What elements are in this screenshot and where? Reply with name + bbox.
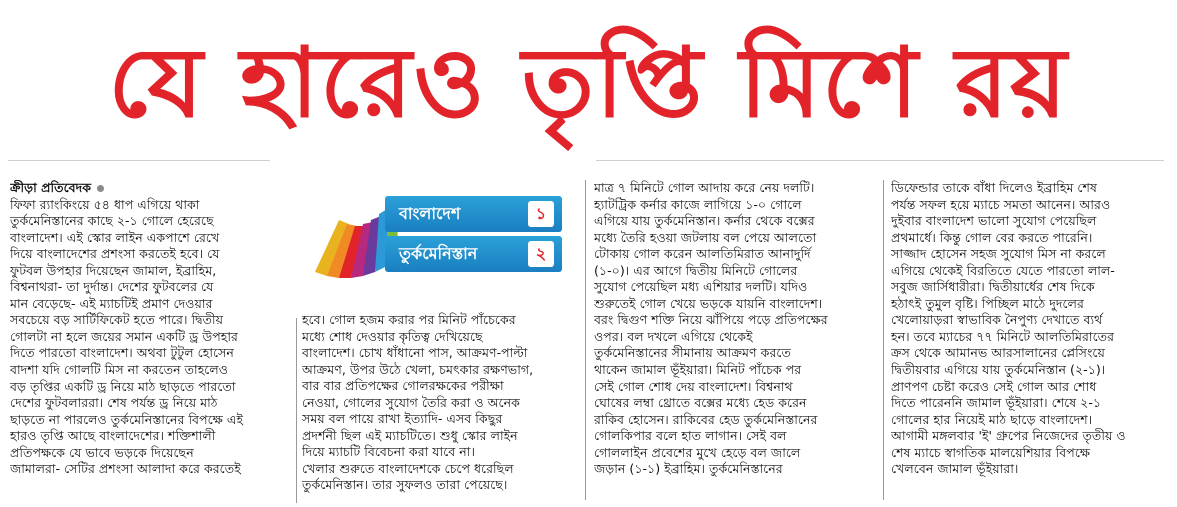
rule-left xyxy=(8,160,270,161)
text-line: পর্যন্ত সফল হয়ে ম্যাচে সমতা আনেন। আরও xyxy=(891,196,1111,212)
text-line: মান বেড়েছে- এই ম্যাচটিই প্রমাণ দেওয়ার xyxy=(10,295,213,311)
text-line: নেওয়া, গোলের সুযোগ তৈরি করা ও অনেক xyxy=(302,394,520,410)
text-line: জামালরা- সেটির প্রশংসা আলাদা করে করতেই xyxy=(10,461,241,477)
text-line: মধ্যে তৈরি হওয়া জটলায় বল পেয়ে আলতো xyxy=(594,229,817,245)
byline-dot-icon xyxy=(97,185,104,192)
text-line: ডিফেন্ডার তাকে বাঁধা দিলেও ইব্রাহিম শেষ xyxy=(891,180,1097,195)
score-graphic xyxy=(305,180,563,288)
text-line: ছাড়তে না পারলেও তুর্কমেনিস্তানের বিপক্ষে এই xyxy=(10,411,244,427)
text-line: ফিফা র‍্যাংকিংয়ে ৫৪ ধাপ এগিয়ে থাকা xyxy=(10,196,200,212)
text-line: বরং দ্বিগুণ শক্তি নিয়ে ঝাঁপিয়ে পড়ে প্রতিপক্ষের xyxy=(594,312,828,328)
text-line: প্রতিপক্ষকে যে ভাবে ভড়কে দিয়েছেন xyxy=(10,444,194,460)
text-line: ঘোষের লম্বা থ্রোতে বক্সের মধ্যে হেড করেন xyxy=(594,395,807,411)
text-line: এগিয়ে থেকেই বিরতিতে যেতে পারতো লাল- xyxy=(891,262,1115,278)
text-line: (১-০)। এর আগে দ্বিতীয় মিনিটে গোলের xyxy=(594,262,798,278)
text-line: দ্বিতীয়বার এগিয়ে যায় তুর্কমেনিস্তান (২-১)। xyxy=(891,362,1106,378)
text-line: প্রাণপণ চেষ্টা করেও সেই গোল আর শোধ xyxy=(891,378,1097,394)
headline: যে হারেও তৃপ্তি মিশে রয় xyxy=(108,27,1069,139)
text-line: দিতে পারেননি জামাল ভূঁইয়ারা। শেষে ২-১ xyxy=(891,395,1102,411)
text-line: গোলটা না হলে জয়ের সমান একটি ড্র উপহার xyxy=(10,328,238,344)
column-divider-1 xyxy=(296,318,297,503)
article-column-1 xyxy=(10,180,293,498)
team1-score: ১ xyxy=(528,201,554,227)
team2-name: তুর্কমেনিস্তান xyxy=(399,244,478,263)
text-line: বাংলাদেশ। চোখ ধাঁধানো পাস, আক্রমণ-পাল্টা xyxy=(302,345,528,361)
text-line: খেলবেন জামাল ভূঁইয়ারা। xyxy=(891,461,1019,477)
text-line: দিতে পারতো বাংলাদেশ। অথবা টুটুল হোসেন xyxy=(10,345,234,361)
text-line: সময় বল পায়ে রাখা ইত্যাদি- এসব কিছুর xyxy=(302,411,503,427)
text-line: জড়ান (১-১) ইব্রাহিম। তুর্কমেনিস্তানের xyxy=(594,461,783,477)
text-line: আক্রমণ, উপর উঠে খেলা, চমৎকার রক্ষণভাগ, xyxy=(302,361,534,377)
text-line: রাকিব হোসেন। রাকিবের হেড তুর্কমেনিস্তানের xyxy=(594,411,818,427)
team1-name: বাংলাদেশ xyxy=(399,204,461,223)
text-line: বাদশা যদি গোলটি মিস না করতেন তাহলেও xyxy=(10,362,229,378)
text-line: দিয়ে ম্যাচটি বিবেচনা করা যাবে না। xyxy=(302,444,475,460)
text-line: হন। তবে ম্যাচের ৭৭ মিনিটে আলতিমিরাতের xyxy=(891,328,1115,344)
text-line: বিশ্বনাথরা- তা দুর্দান্ত। দেশের ফুটবলের যে xyxy=(10,279,214,295)
text-line: টোকায় গোল করেন আলতিমিরাত আনাদুর্দি xyxy=(594,246,811,262)
text-line: তুর্কমেনিস্তান। তার সুফলও তারা পেয়েছে। xyxy=(302,477,508,493)
text-line: শুরুতেই গোল খেয়ে ভড়কে যায়নি বাংলাদেশ। xyxy=(594,295,823,311)
text-line: বড় তৃপ্তির একটি ড্র নিয়ে মাঠ ছাড়তে পারতো xyxy=(10,378,236,394)
text-line: গোলকিপার বলে হাত লাগান। সেই বল xyxy=(594,428,787,444)
text-line: ক্রস থেকে আমানভ আরসালানের প্লেসিংয়ে xyxy=(891,345,1105,361)
score-bar-team2 xyxy=(385,236,562,272)
text-line: খেলোয়াড়রা স্বাভাবিক নৈপুণ্য দেখাতে ব্যর্থ xyxy=(891,312,1103,328)
text-line: সবুজ জার্সিধারীরা। দ্বিতীয়ার্ধের শেষ দিকে xyxy=(891,279,1095,295)
text-line: হ্যাটট্রিক কর্নার কাজে লাগিয়ে ১-০ গোলে xyxy=(594,196,802,212)
rule-right xyxy=(596,160,1164,161)
text-line: ফুটবল উপহার দিয়েছেন জামাল, ইব্রাহিম, xyxy=(10,262,217,278)
text-line: হবে। গোল হজম করার পর মিনিট পাঁচেকের xyxy=(302,312,516,327)
score-bar-team1 xyxy=(385,196,562,232)
text-line: তুর্কমেনিস্তানের কাছে ২-১ গোলে হেরেছে xyxy=(10,213,214,229)
text-line: সুযোগ পেয়েছিল মধ্য এশিয়ার দলটি। যদিও xyxy=(594,279,808,295)
column-divider-3 xyxy=(883,180,884,500)
text-line: শেষ ম্যাচে স্বাগতিক মালয়েশিয়ার বিপক্ষে xyxy=(891,444,1091,460)
text-line: বার বার প্রতিপক্ষের গোলরক্ষকের পরীক্ষা xyxy=(302,378,504,394)
article-column-4 xyxy=(891,180,1171,498)
text-line: দেশের ফুটবলাররা। শেষ পর্যন্ত ড্র নিয়ে মাঠ xyxy=(10,395,218,411)
text-line: প্রথমার্ধে। কিন্তু গোল বের করতে পারেনি। xyxy=(891,229,1093,245)
text-line: মাত্র ৭ মিনিটে গোল আদায় করে নেয় দলটি। xyxy=(594,180,815,195)
text-line: সবচেয়ে বড় সার্টিফিকেট হতে পারে। দ্বিতীয় xyxy=(10,312,224,328)
text-line: দিয়ে বাংলাদেশের প্রশংসা করতেই হবে। যে xyxy=(10,246,220,262)
text-line: বাংলাদেশ। এই স্কোর লাইন একপাশে রেখে xyxy=(10,229,220,245)
text-line: খেলার শুরুতে বাংলাদেশকে চেপে ধরেছিল xyxy=(302,460,514,476)
text-line: গোলের হার নিয়েই মাঠ ছাড়ে বাংলাদেশ। xyxy=(891,411,1093,427)
text-line: প্রদর্শনী ছিল এই ম্যাচটিতে। শুধু স্কোর লাইন xyxy=(302,427,518,443)
text-line: সেই গোল শোধ দেয় বাংলাদেশ। বিশ্বনাথ xyxy=(594,378,793,394)
team2-score: ২ xyxy=(528,241,554,267)
text-line: মধ্যে শোধ দেওয়ার কৃতিত্ব দেখিয়েছে xyxy=(302,328,483,344)
text-line: সাজ্জাদ হোসেন সহজ সুযোগ মিস না করলে xyxy=(891,246,1106,262)
byline xyxy=(10,180,293,197)
column-divider-2 xyxy=(585,180,586,500)
article-column-3 xyxy=(594,180,880,498)
text-line: হারও তৃপ্তি আছে বাংলাদেশের। শক্তিশালী xyxy=(10,428,216,444)
article-column-2 xyxy=(302,312,582,502)
text-line: ওপর। বল দখলে এগিয়ে থেকেই xyxy=(594,328,753,344)
text-line: হঠাৎই তুমুল বৃষ্টি। পিচ্ছিল মাঠে দুদলের xyxy=(891,295,1084,311)
text-line: দুইবার বাংলাদেশ ভালো সুযোগ পেয়েছিল xyxy=(891,213,1097,229)
byline-text: ক্রীড়া প্রতিবেদক xyxy=(10,180,92,195)
text-line: এগিয়ে যায় তুর্কমেনিস্তান। কর্নার থেকে বক্সের xyxy=(594,213,815,229)
text-line: তুর্কমেনিস্তানের সীমানায় আক্রমণ করতে xyxy=(594,345,791,361)
text-line: থাকেন জামাল ভূঁইয়ারা। মিনিট পাঁচেক পর xyxy=(594,362,802,378)
text-line: গোললাইন প্রবেশের মুখে হেড়ে বল জালে xyxy=(594,444,801,460)
text-line: আগামী মঙ্গলবার 'ই' গ্রুপের নিজেদের তৃতীয় ও xyxy=(891,428,1126,444)
